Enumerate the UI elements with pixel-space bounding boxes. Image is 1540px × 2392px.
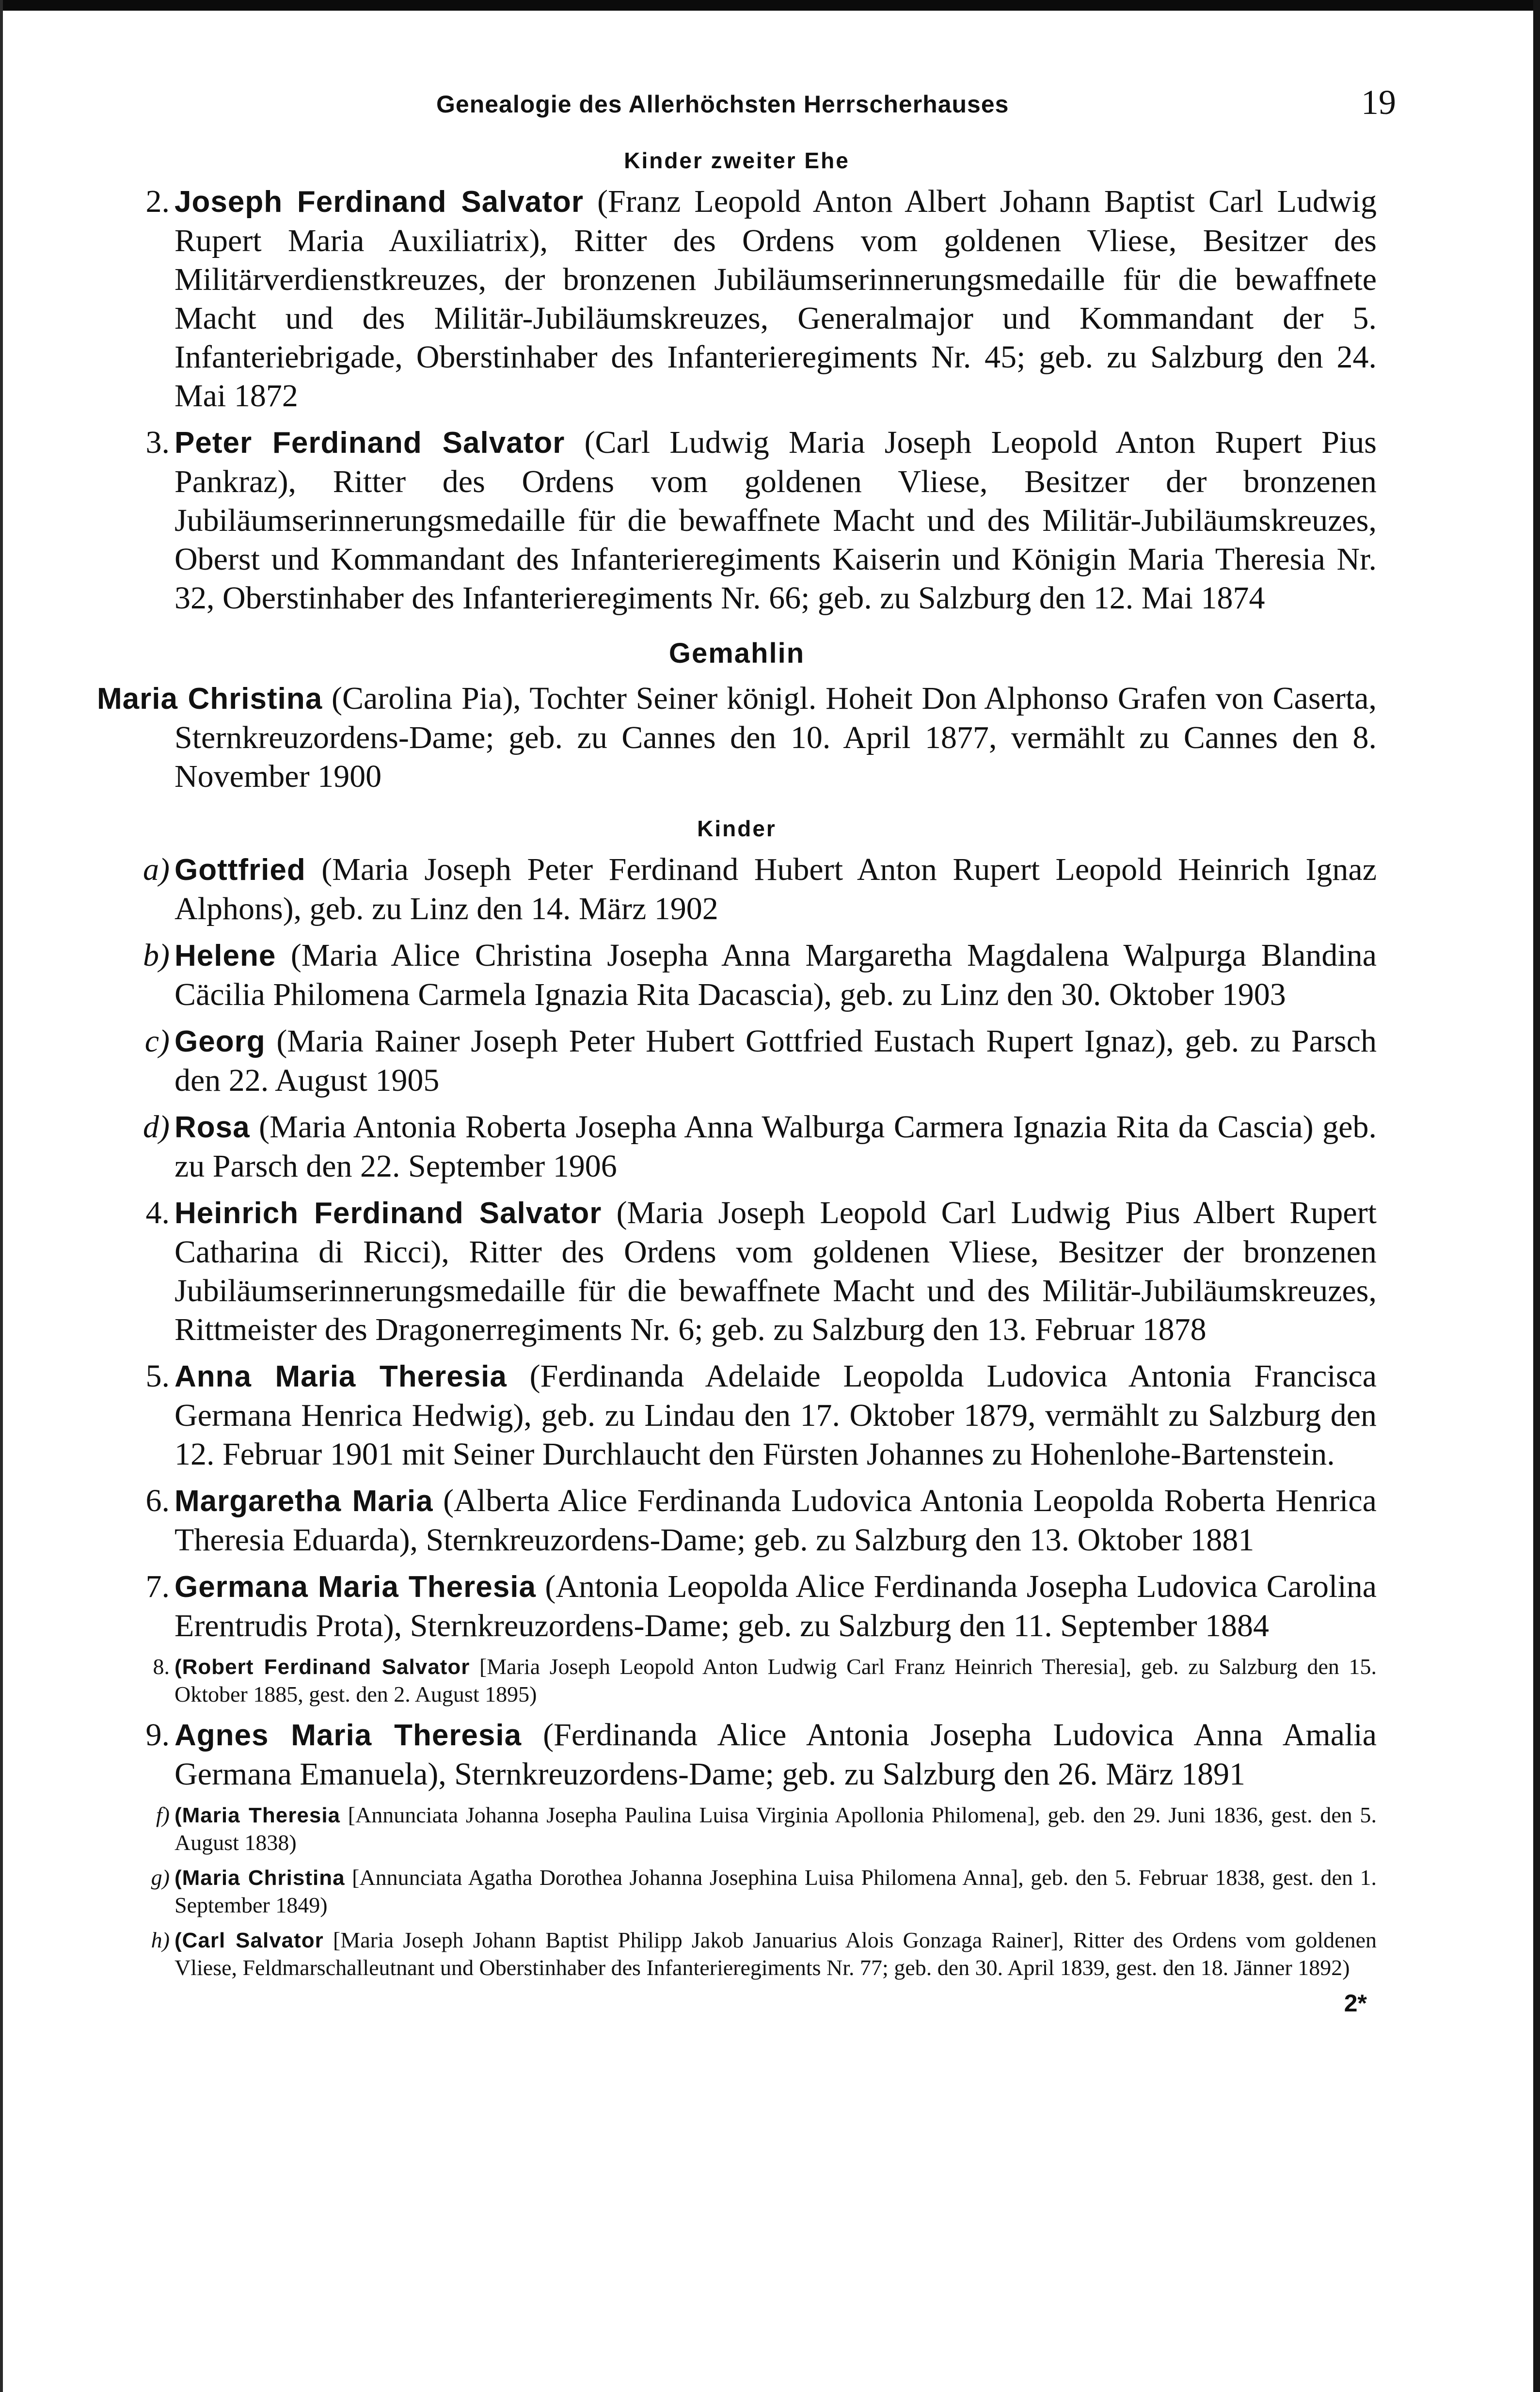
entry-name: Georg: [175, 1025, 266, 1058]
entry-text: (Maria Antonia Roberta Josepha Anna Walburga Carmera Ignazia Rita da Cascia) geb. zu Parsch den 22. September 1906: [175, 1109, 1377, 1184]
signature-mark: 2*: [1344, 1990, 1367, 2017]
entry-text: (Ferdinanda Alice Antonia Josepha Ludovica Anna Amalia Germana Emanuela), Sternkreuzordens-Dame; geb. zu Salzburg den 26. März 1891: [175, 1717, 1377, 1792]
entry-text: (Maria Joseph Leopold Carl Ludwig Pius Albert Rupert Catharina di Ricci), Ritter des Ordens vom goldenen Vliese, Besitzer der bronzenen Jubiläumserinnerungsmedaille für die bewaffnete Macht und des Militär-Jubiläumskreuzes, Rittmeister des Dragonerregiments Nr. 6; geb. zu Salzburg den 13. Februar 1878: [175, 1195, 1377, 1347]
entry-text: (Antonia Leopolda Alice Ferdinanda Josepha Ludovica Carolina Erentrudis Prota), Sternkreuzordens-Dame; geb. zu Salzburg den 11. September 1884: [175, 1569, 1377, 1643]
entry-number: 5.: [145, 1358, 170, 1394]
entry-number: 4.: [145, 1195, 170, 1230]
entry-number: f): [156, 1802, 170, 1827]
entry-text: (Carl Ludwig Maria Joseph Leopold Anton Rupert Pius Pankraz), Ritter des Ordens vom goldenen Vliese, Besitzer der bronzenen Jubiläumserinnerungsmedaille für die bewaffnete Macht und des Militär-Jubiläumskreuzes, Oberst und Kommandant des Infanterieregiments Kaiserin und Königin Maria Theresia Nr. 32, Oberstinhaber des Infanterieregiments Nr. 66; geb. zu Salzburg den 12. Mai 1874: [175, 425, 1377, 616]
entry-number: b): [143, 938, 170, 973]
entry-text: [Annunciata Agatha Dorothea Johanna Josephina Luisa Philomena Anna], geb. den 5. Februar 1838, gest. den 1. September 1849): [175, 1865, 1377, 1917]
scan-border-top: [0, 0, 1540, 11]
entry-name: Gottfried: [175, 853, 306, 887]
entry-name: Joseph Ferdinand Salvator: [175, 185, 584, 219]
entry-number: d): [143, 1109, 170, 1145]
genealogy-entry: [97, 1716, 1377, 1794]
section-heading-children: Kinder: [697, 816, 777, 841]
signature-row: [97, 1989, 1377, 2023]
entry-text: [Maria Joseph Johann Baptist Philipp Jakob Januarius Alois Gonzaga Rainer], Ritter des Ordens vom goldenen Vliese, Feldmarschalleutnant und Oberstinhaber des Infanterieregiments Nr. 77; geb. den 30. April 1839, gest. den 18. Jänner 1892): [175, 1928, 1377, 1980]
consort-entry: [97, 679, 1377, 796]
entry-number: 2.: [145, 184, 170, 219]
child-entry: [97, 850, 1377, 928]
entry-number: 8.: [153, 1654, 170, 1679]
entry-name: (Robert Ferdinand Salvator: [175, 1655, 470, 1679]
genealogy-entry: [97, 1357, 1377, 1474]
entry-name: Agnes Maria Theresia: [175, 1719, 522, 1752]
genealogy-entry: [97, 1567, 1377, 1645]
entry-text: (Maria Joseph Peter Ferdinand Hubert Anton Rupert Leopold Heinrich Ignaz Alphons), geb. zu Linz den 14. März 1902: [175, 852, 1377, 926]
entry-name: (Maria Theresia: [175, 1803, 341, 1827]
consort-name: Maria Christina: [97, 682, 323, 716]
child-entry: [97, 1108, 1377, 1186]
entry-name: (Carl Salvator: [175, 1929, 324, 1952]
scan-border-left: [0, 0, 3, 2392]
running-header: [97, 73, 1396, 141]
entry-number: h): [151, 1928, 170, 1952]
page-number: 19: [1361, 83, 1396, 122]
genealogy-entry: [97, 1194, 1377, 1349]
entry-name: Margaretha Maria: [175, 1484, 433, 1518]
deceased-entry: [97, 1864, 1377, 1919]
entry-text: [Maria Joseph Leopold Anton Ludwig Carl Franz Heinrich Theresia], geb. zu Salzburg den 15. Oktober 1885, gest. den 2. August 1895): [175, 1654, 1377, 1706]
entry-text: (Alberta Alice Ferdinanda Ludovica Antonia Leopolda Roberta Henrica Theresia Eduarda), Sternkreuzordens-Dame; geb. zu Salzburg den 13. Oktober 1881: [175, 1483, 1377, 1558]
genealogy-entry: [97, 423, 1377, 618]
section-heading-second-marriage: Kinder zweiter Ehe: [624, 148, 850, 173]
entry-number: 6.: [145, 1483, 170, 1518]
deceased-entry: [97, 1802, 1377, 1856]
genealogy-entry: [97, 1482, 1377, 1560]
entry-text: (Maria Rainer Joseph Peter Hubert Gottfried Eustach Rupert Ignaz), geb. zu Parsch den 22. August 1905: [175, 1023, 1377, 1098]
scan-border-right: [1533, 0, 1540, 2392]
entry-text: [Annunciata Johanna Josepha Paulina Luisa Virginia Apollonia Philomena], geb. den 29. Juni 1836, gest. den 5. August 1838): [175, 1802, 1377, 1855]
section-heading-consort: Gemahlin: [668, 638, 805, 669]
deceased-entry: [97, 1927, 1377, 1981]
entry-name: Heinrich Ferdinand Salvator: [175, 1196, 602, 1230]
entry-name: (Maria Christina: [175, 1866, 345, 1890]
child-entry: [97, 1022, 1377, 1100]
deceased-entry: [97, 1653, 1377, 1708]
entry-number: a): [143, 852, 170, 887]
entry-number: 9.: [145, 1717, 170, 1753]
consort-text: (Carolina Pia), Tochter Seiner königl. Hoheit Don Alphonso Grafen von Caserta, Sternkreuzordens-Dame; geb. zu Cannes den 10. April 1877, vermählt zu Cannes den 8. November 1900: [175, 681, 1377, 794]
entry-name: Anna Maria Theresia: [175, 1360, 507, 1393]
entry-number: 7.: [145, 1569, 170, 1604]
entry-name: Germana Maria Theresia: [175, 1570, 536, 1604]
entry-number: 3.: [145, 425, 170, 460]
entry-text: (Franz Leopold Anton Albert Johann Baptist Carl Ludwig Rupert Maria Auxiliatrix), Ritter des Ordens vom goldenen Vliese, Besitzer des Militärverdienstkreuzes, der bronzenen Jubiläumserinnerungsmedaille für die bewaffnete Macht und des Militär-Jubiläumskreuzes, Generalmajor und Kommandant der 5. Infanteriebrigade, Oberstinhaber des Infanterieregiments Nr. 45; geb. zu Salzburg den 24. Mai 1872: [175, 184, 1377, 414]
entry-number: g): [151, 1865, 170, 1890]
entry-name: Peter Ferdinand Salvator: [175, 426, 565, 460]
entry-name: Helene: [175, 939, 276, 973]
entry-name: Rosa: [175, 1111, 250, 1144]
entry-number: c): [144, 1023, 170, 1059]
entry-text: (Maria Alice Christina Josepha Anna Margaretha Magdalena Walpurga Blandina Cäcilia Philomena Carmela Ignazia Rita Dacascia), geb. zu Linz den 30. Oktober 1903: [175, 938, 1377, 1012]
genealogy-entry: [97, 182, 1377, 415]
entry-text: (Ferdinanda Adelaide Leopolda Ludovica Antonia Francisca Germana Henrica Hedwig), geb. zu Lindau den 17. Oktober 1879, vermählt zu Salzburg den 12. Februar 1901 mit Seiner Durchlaucht den Fürsten Johannes zu Hohenlohe-Bartenstein.: [175, 1358, 1377, 1472]
child-entry: [97, 936, 1377, 1014]
page-body: [97, 73, 1396, 2023]
running-title: Genealogie des Allerhöchsten Herrscherhauses: [436, 91, 1009, 118]
